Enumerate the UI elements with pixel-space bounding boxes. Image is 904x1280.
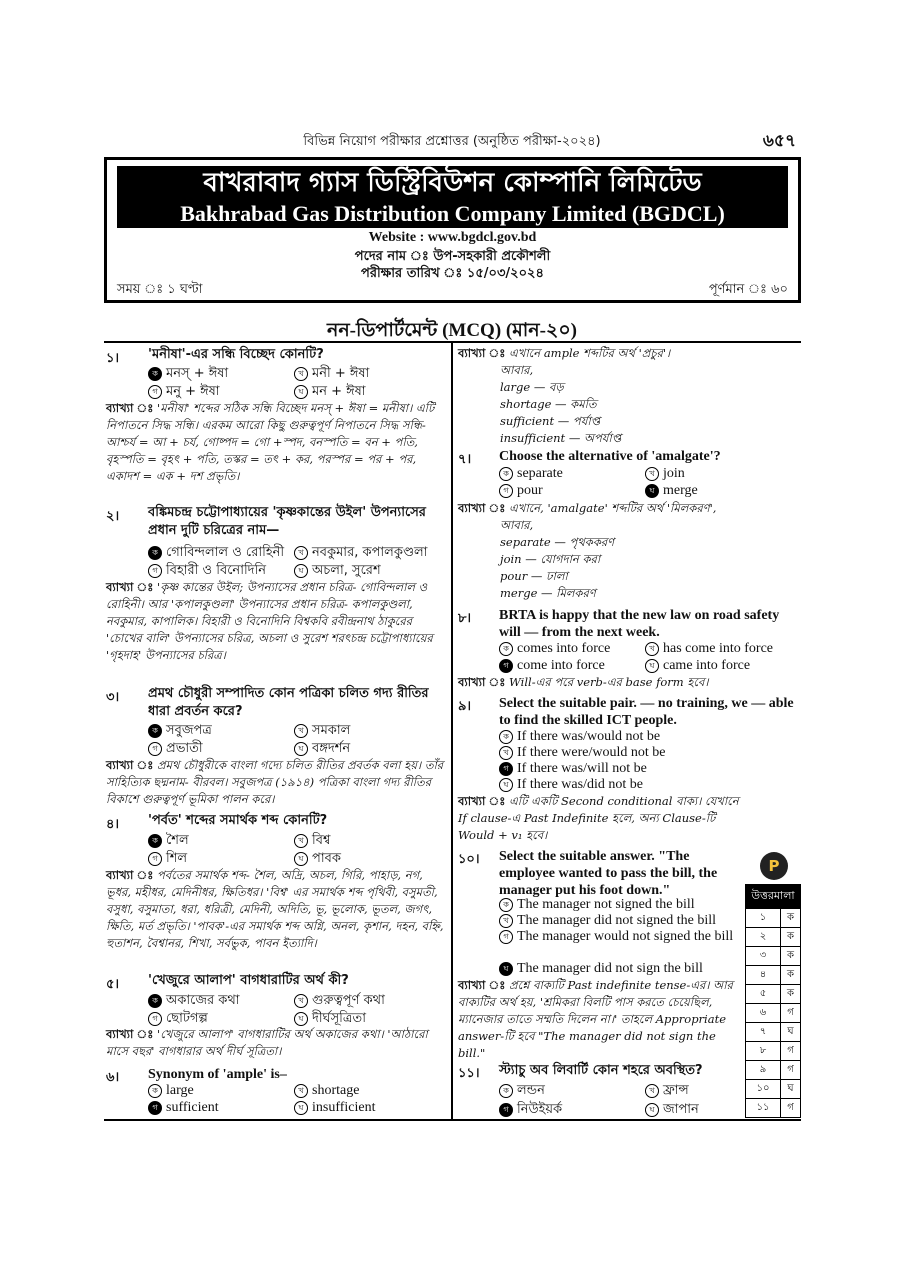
answer-row: ৭ ঘ <box>746 1023 801 1042</box>
option-d[interactable]: ঘ জাপান <box>645 1100 699 1121</box>
option-a[interactable]: ক সবুজপত্র <box>148 721 212 742</box>
explanation: ব্যাখ্যা ঃ এখানে, 'amalgate' শব্দটির অর্থ 'মিলকরণ', আবার, separate — পৃথককরণ join — যোগদান করা pour — ঢালা merge — মিলকরণ <box>458 501 717 600</box>
full-marks: পূর্ণমান ঃ ৬০ <box>708 282 788 297</box>
option-c[interactable]: গ pour <box>499 483 543 499</box>
answer-row: ১০ ঘ <box>746 1080 801 1099</box>
option-c[interactable]: গ প্রভাতী <box>148 739 203 760</box>
option-b[interactable]: খ join <box>645 466 685 482</box>
question-number: ৩। <box>106 690 120 705</box>
answer-row: ৮ গ <box>746 1042 801 1061</box>
question-text: Select the suitable answer. "The employee wanted to pass the bill, the manager put his foot down." <box>499 849 718 898</box>
website: Website : www.bgdcl.gov.bd <box>368 230 537 245</box>
question-text: Select the suitable pair. — no training, we — able to find the skilled ICT people. <box>499 696 794 728</box>
answer-sheet <box>745 852 801 1120</box>
option-c[interactable]: গ The manager would not signed the bill <box>499 929 739 945</box>
option-a[interactable]: ক মনস্ + ঈষা <box>148 364 228 385</box>
answer-row: ২ ক <box>746 928 801 947</box>
option-c[interactable]: গ sufficient <box>148 1100 219 1116</box>
question-text: Choose the alternative of 'amalgate'? <box>499 449 721 464</box>
question-number: ১০। <box>458 852 480 867</box>
question-number: ৯। <box>458 699 472 714</box>
explanation: ব্যাখ্যা ঃ 'কৃষ্ণ কান্তের উইল; উপন্যাসের প্রধান চরিত্র- গোবিন্দলাল ও রোহিনী। আর 'কপালকুণ্ডলা' উপন্যাসের প্রধান চরিত্র- কপালকুণ্ডলা, নবকুমার, কাপালিক। বিহারী ও বিনোদিনি বিশ্বকবি রবীন্দ্রনাথ ঠাকুরের 'চোখের বালি' উপন্যাসের চরিত্র, অচলা ও সুরেশ শরৎচন্দ্র চট্টোপাধ্যায়ের 'গৃহদাহ' উপন্যাসের চরিত্র। <box>106 580 433 662</box>
explanation: ব্যাখ্যা ঃ প্রশ্নে বাক্যটি Past indefinite tense-এর। আর বাক্যটির অর্থ হয়, 'শ্রমিকরা বিলটি পাস করতে চেয়েছিল, ম্যানেজার তাতে সম্মতি দিলেন না।' তাহলে Appropriate answer-টি হবে "The manager did not sign the bill." <box>458 978 733 1060</box>
option-d[interactable]: ঘ If there was/did not be <box>499 777 643 793</box>
option-a[interactable]: ক অকাজের কথা <box>148 991 240 1012</box>
option-a[interactable]: ক comes into force <box>499 641 610 657</box>
page-number: ৬৫৭ <box>762 131 796 151</box>
explanation: ব্যাখ্যা ঃ Will-এর পরে verb-এর base form হবে। <box>458 675 709 689</box>
running-head: বিভিন্ন নিয়োগ পরীক্ষার প্রশ্নোত্তর (অনুষ্ঠিত পরীক্ষা-২০২৪) <box>303 134 601 149</box>
option-a[interactable]: ক The manager not signed the bill <box>499 897 695 913</box>
option-c[interactable]: গ come into force <box>499 658 605 674</box>
option-a[interactable]: ক শৈল <box>148 831 189 852</box>
answer-row: ১১ গ <box>746 1099 801 1118</box>
option-b[interactable]: খ সমকাল <box>294 721 350 742</box>
explanation: ব্যাখ্যা ঃ প্রমথ চৌধুরীকে বাংলা গদ্যে চলিত রীতির প্রবর্তক বলা হয়। তাঁর সাহিত্যিক ছদ্মনাম- বীরবল। সবুজপত্র (১৯১৪) পত্রিকা বাংলা গদ্য রীতির বিকাশে গুরুত্বপূর্ণ ভূমিকা পালন করে। <box>106 758 444 806</box>
option-d[interactable]: ঘ পাবক <box>294 849 341 870</box>
explanation: ব্যাখ্যা ঃ 'খেজুরে আলাপ' বাগধারাটির অর্থ অকাজের কথা। 'আঠারো মাসে বছর' বাগধারার অর্থ দীর্ঘ সূত্রিতা। <box>106 1027 428 1058</box>
option-d[interactable]: ঘ বঙ্গদর্শন <box>294 739 350 760</box>
answer-row: ৩ ক <box>746 947 801 966</box>
option-d[interactable]: ঘ came into force <box>645 658 750 674</box>
question-number: ৫। <box>106 977 120 992</box>
question-number: ১১। <box>458 1066 480 1081</box>
question-number: ৭। <box>458 452 472 467</box>
option-c[interactable]: গ মনু + ঈষা <box>148 382 220 403</box>
question-number: ২। <box>106 509 120 524</box>
top-rule <box>104 341 801 343</box>
option-c[interactable]: গ If there was/will not be <box>499 761 647 777</box>
exam-date: পরীক্ষার তারিখ ঃ ১৫/০৩/২০২৪ <box>361 266 544 281</box>
option-d[interactable]: ঘ অচলা, সুরেশ <box>294 561 381 582</box>
option-b[interactable]: খ If there were/would not be <box>499 745 666 761</box>
exam-time: সময় ঃ ১ ঘণ্টা <box>117 282 203 297</box>
option-d[interactable]: ঘ The manager did not sign the bill <box>499 961 703 977</box>
answer-sheet-title: উত্তরমালা <box>745 884 801 908</box>
question-text: Synonym of 'ample' is– <box>148 1067 287 1082</box>
post-name: পদের নাম ঃ উপ-সহকারী প্রকৌশলী <box>354 249 551 264</box>
question-number: ৬। <box>106 1070 120 1085</box>
option-b[interactable]: খ has come into force <box>645 641 773 657</box>
explanation: ব্যাখ্যা ঃ পর্বতের সমার্থক শব্দ- শৈল, অদ্রি, অচল, গিরি, পাহাড়, নগ, ভূধর, মহীধর, মেদিনীধর, ক্ষিতিধর। 'বিশ্ব' এর সমার্থক শব্দ পৃথিবী, বসুমতী, বসুধা, বসুমাতা, ধরা, ধরিত্রী, মেদিনী, অদিতি, ভূ, ভূলোক, ভূতল, জগৎ, ক্ষিতি, মর্ত প্রভৃতি। 'পাবক'-এর সমার্থক শব্দ অগ্নি, অনল, কৃশান, দহন, বহ্নি, হুতাশন, বৈশ্বানর, শিখা, সর্বভুক, পাবন ইত্যাদি। <box>106 868 444 950</box>
option-a[interactable]: ক লন্ডন <box>499 1081 545 1102</box>
question-text: বঙ্কিমচন্দ্র চট্টোপাধ্যায়ের 'কৃষ্ণকান্তের উইল' উপন্যাসের প্রধান দুটি চরিত্রের নাম— <box>148 505 426 538</box>
question-text: 'খেজুরে আলাপ' বাগধারাটির অর্থ কী? <box>148 973 349 988</box>
option-d[interactable]: ঘ মন + ঈষা <box>294 382 366 403</box>
option-a[interactable]: ক separate <box>499 466 563 482</box>
option-c[interactable]: গ ছোটগল্প <box>148 1009 208 1030</box>
option-b[interactable]: খ গুরুত্বপূর্ণ কথা <box>294 991 385 1012</box>
question-text: BRTA is happy that the new law on road safety will — from the next week. <box>499 608 780 640</box>
answer-row: ৬ গ <box>746 1004 801 1023</box>
question-6-explanation: ব্যাখ্যা ঃ এখানে ample শব্দটির অর্থ 'প্রচুর'। আবার, large — বড় shortage — কমতি sufficient — পর্যাপ্ত insufficient — অপর্যাপ্ত <box>458 346 671 445</box>
option-b[interactable]: খ মনী + ঈষা <box>294 364 369 385</box>
option-a[interactable]: ক large <box>148 1083 194 1099</box>
company-name-en: Bakhrabad Gas Distribution Company Limited (BGDCL) <box>117 200 788 228</box>
answer-row: ৯ গ <box>746 1061 801 1080</box>
question-number: ৮। <box>458 611 472 626</box>
explanation: ব্যাখ্যা ঃ 'মনীষা' শব্দের সঠিক সন্ধি বিচ্ছেদ মনস্ + ঈষা = মনীষা। এটি নিপাতনে সিদ্ধ সন্ধি। এরকম আরো কিছু গুরুত্বপূর্ণ নিপাতনে সিদ্ধ সন্ধি- আশ্চর্য = আ + চর্য, গোষ্পদ = গো +স্পদ, বনস্পতি = বন + পতি, বৃহস্পতি = বৃহৎ + পতি, তস্কর = তৎ + কর, পরস্পর = পর + পর, একাদশ = এক + দশ প্রভৃতি। <box>106 401 435 483</box>
option-d[interactable]: ঘ merge <box>645 483 698 499</box>
option-b[interactable]: খ বিশ্ব <box>294 831 330 852</box>
company-name-bn: বাখরাবাদ গ্যাস ডিস্ট্রিবিউশন কোম্পানি লিমিটেড <box>117 166 788 200</box>
exam-header <box>104 157 801 303</box>
option-a[interactable]: ক গোবিন্দলাল ও রোহিনী <box>148 543 284 564</box>
question-text: 'মনীষা'-এর সন্ধি বিচ্ছেদ কোনটি? <box>148 347 324 362</box>
section-title: নন-ডিপার্টমেন্ট (MCQ) (মান-২০) <box>327 320 577 341</box>
column-divider <box>451 343 453 1120</box>
option-a[interactable]: ক If there was/would not be <box>499 729 660 745</box>
option-d[interactable]: ঘ insufficient <box>294 1100 376 1116</box>
question-text: প্রমথ চৌধুরী সম্পাদিত কোন পত্রিকা চলিত গদ্য রীতির ধারা প্রবর্তন করে? <box>148 686 429 719</box>
question-number: ১। <box>106 351 120 366</box>
question-text: স্ট্যাচু অব লিবার্টি কোন শহরে অবস্থিত? <box>499 1063 703 1078</box>
option-b[interactable]: খ নবকুমার, কপালকুণ্ডলা <box>294 543 427 564</box>
explanation: ব্যাখ্যা ঃ এটি একটি Second conditional বাক্য। যেখানে If clause-এ Past Indefinite হলে, অন্য Clause-টি Would + v₁ হবে। <box>458 794 739 842</box>
option-c[interactable]: গ নিউইয়র্ক <box>499 1100 562 1121</box>
option-b[interactable]: খ ফ্রান্স <box>645 1081 689 1102</box>
answer-row: ৫ ক <box>746 985 801 1004</box>
answer-row: ৪ ক <box>746 966 801 985</box>
publisher-logo-icon: P <box>760 852 788 880</box>
option-c[interactable]: গ শিল <box>148 849 187 870</box>
answer-row: ১ ক <box>746 909 801 928</box>
option-d[interactable]: ঘ দীর্ঘসূত্রিতা <box>294 1009 366 1030</box>
option-b[interactable]: খ shortage <box>294 1083 359 1099</box>
question-text: 'পর্বত' শব্দের সমার্থক শব্দ কোনটি? <box>148 813 328 828</box>
answer-table <box>745 908 801 1118</box>
question-number: ৪। <box>106 817 120 832</box>
option-c[interactable]: গ বিহারী ও বিনোদিনি <box>148 561 266 582</box>
option-b[interactable]: খ The manager did not signed the bill <box>499 913 716 929</box>
